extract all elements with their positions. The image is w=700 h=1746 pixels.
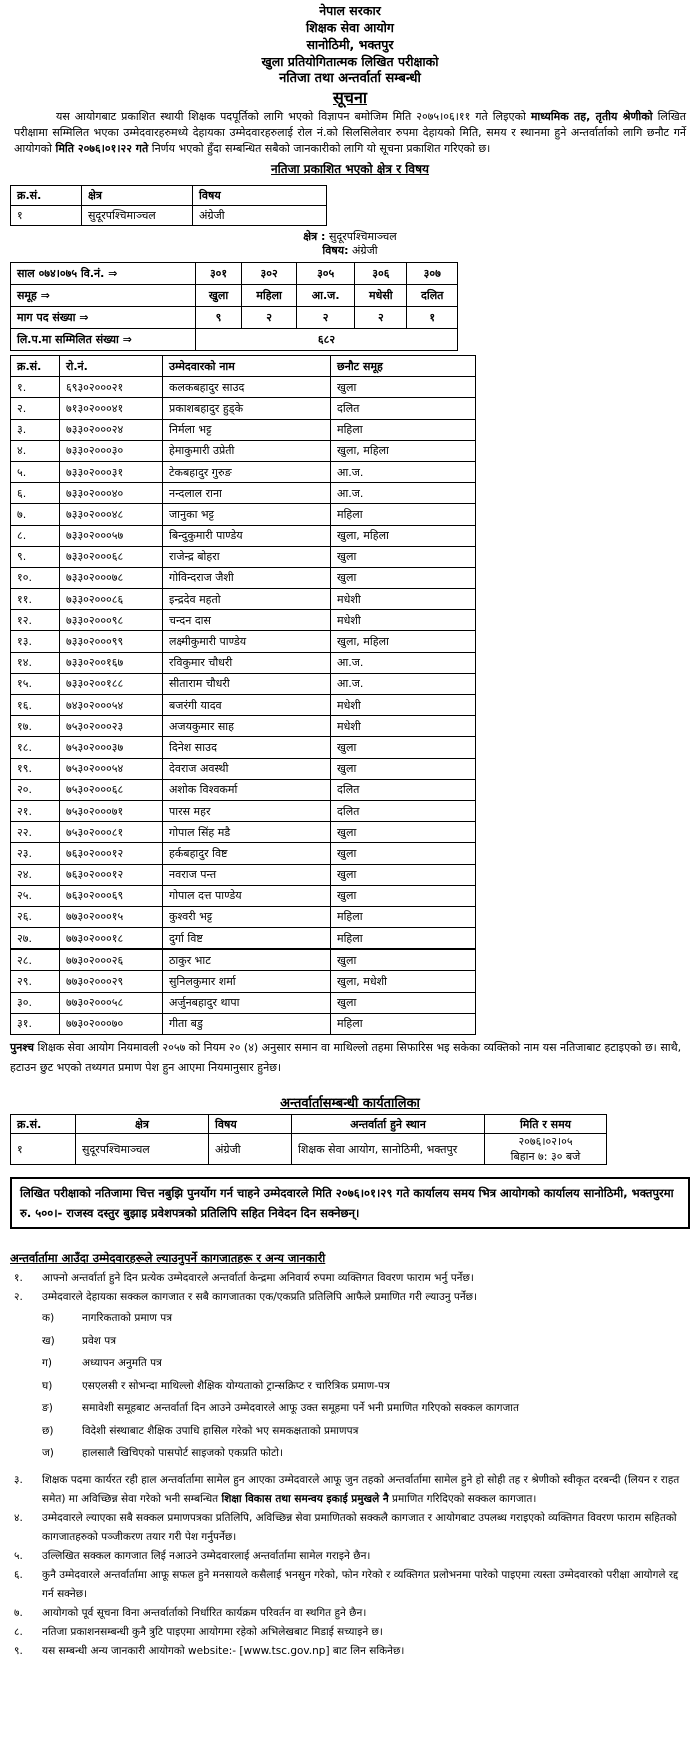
cell: २	[242, 307, 297, 329]
group-cell: आ.ज.	[331, 461, 476, 482]
item-text: उम्मेदवारले ल्याएका सबै सक्कल प्रमाणपत्रका प्रतिलिपि, अविच्छिन्न सेवा प्रमाणितको सक्कलै कागजात र आयोगबाट उपलब्ध गराइएको व्यक्तिगत विवरण फाराम सहितको कागजातहरुको पञ्जीकरण तयार गरी पेश गर्नुपर्नेछ।	[42, 1511, 677, 1543]
candidate-name-cell: लक्ष्मीकुमारी पाण्डेय	[163, 631, 331, 652]
cell: महिला	[242, 285, 297, 307]
roll-number-cell: ७३३०२०००९९	[60, 631, 163, 652]
col-header: क्र.सं.	[11, 186, 82, 206]
schedule-table	[10, 1114, 607, 1165]
group-cell: महिला	[331, 419, 476, 440]
item-number: घ)	[42, 1379, 53, 1392]
table-row	[11, 504, 476, 525]
candidate-name-cell: प्रकाशबहादुर हुड्के	[163, 398, 331, 419]
roll-number-cell: ७४३०२०००५४	[60, 695, 163, 716]
list-item	[10, 1471, 686, 1509]
candidate-name-cell: राजेन्द्र बोहरा	[163, 546, 331, 567]
table-row	[11, 567, 476, 588]
item-number: १.	[14, 1272, 23, 1284]
item-text	[42, 1471, 686, 1509]
col-header: क्र.सं.	[11, 356, 60, 377]
adv-number-row	[11, 263, 458, 285]
roll-number-cell: ७३३०२००१८८	[60, 673, 163, 694]
candidate-name-cell: कलकबहादुर साउद	[163, 377, 331, 398]
item-number: क)	[42, 1312, 55, 1324]
group-cell: खुला	[331, 885, 476, 906]
table-row	[11, 949, 476, 971]
candidate-name-cell: इन्द्रदेव महतो	[163, 589, 331, 610]
roll-number-cell: ७१३०२०००४१	[60, 398, 163, 419]
table-row	[11, 377, 476, 398]
roll-number-cell: ७७३०२०००१५	[60, 906, 163, 927]
cell: अंग्रेजी	[193, 206, 327, 226]
intro-bold-level: माध्यमिक तह, तृतीय श्रेणीको	[530, 110, 653, 123]
item-number: ग)	[42, 1357, 53, 1369]
serial-cell: ८.	[11, 525, 60, 546]
candidate-name-cell: नन्दलाल राना	[163, 483, 331, 504]
letterhead	[0, 0, 700, 87]
cell: ३०१	[196, 263, 242, 285]
area-label-value: सुदूरपश्चिमाञ्चल	[328, 230, 397, 243]
serial-cell: १५.	[11, 673, 60, 694]
item-number: ४.	[14, 1511, 23, 1524]
roll-number-cell: ७५३०२०००७१	[60, 800, 163, 821]
group-cell: आ.ज.	[331, 483, 476, 504]
sub-list-item	[42, 1307, 686, 1330]
group-cell: महिला	[331, 504, 476, 525]
table-row	[11, 928, 476, 950]
item-text: आयोगको पूर्व सूचना विना अन्तर्वार्ताको निर्धारित कार्यक्रम परिवर्तन वा स्थगित हुने छैन।	[42, 1606, 367, 1619]
roll-number-cell: ७३३०२०००३०	[60, 440, 163, 461]
item-number: ज)	[42, 1447, 54, 1459]
roll-number-cell: ७३३०२००१६७	[60, 652, 163, 673]
serial-cell: १८.	[11, 737, 60, 758]
item-number: ७.	[14, 1606, 23, 1619]
cell: १	[407, 307, 458, 329]
item-text: नतिजा प्रकाशनसम्बन्धी कुनै त्रुटि पाइएमा आयोगमा रहेको अभिलेखबाट मिडाई सच्याइने छ।	[42, 1625, 383, 1638]
item-text: उल्लिखित सक्कल कागजात लिई नआउने उम्मेदवारलाई अन्तर्वार्तामा सामेल गराइने छैन।	[42, 1549, 371, 1562]
table-row	[11, 779, 476, 800]
row-label: माग पद संख्या ⇒	[11, 307, 196, 329]
list-item	[10, 1288, 686, 1307]
cell: सुदूरपश्चिमाञ्चल	[82, 206, 193, 226]
cell: ३०७	[407, 263, 458, 285]
group-cell: मधेशी	[331, 589, 476, 610]
candidate-name-cell: हर्कबहादुर विष्ट	[163, 843, 331, 864]
group-cell: खुला, महिला	[331, 440, 476, 461]
sub-list-item	[42, 1352, 686, 1375]
group-cell: खुला	[331, 864, 476, 885]
item-text: समावेशी समूहबाट अन्तर्वार्ता दिन आउने उम्मेदवारले आफू उक्त समूहमा पर्ने भनी प्रमाणित गरिएको सक्कल कागजात	[82, 1402, 519, 1414]
serial-cell: ११.	[11, 589, 60, 610]
sub-list-item	[42, 1330, 686, 1353]
roll-number-cell: ७७३०२०००१८	[60, 928, 163, 950]
candidate-name-cell: कुश्वरी भट्ट	[163, 906, 331, 927]
list-item	[10, 1604, 686, 1623]
col-header: उम्मेदवारको नाम	[163, 356, 331, 377]
cell: शिक्षक सेवा आयोग, सानोठिमी, भक्तपुर	[292, 1134, 485, 1165]
item-text: एसएलसी र सोभन्दा माथिल्लो शैक्षिक योग्यताको ट्रान्सक्रिप्ट र चारित्रिक प्रमाण-पत्र	[82, 1379, 390, 1392]
serial-cell: २.	[11, 398, 60, 419]
cell: आ.ज.	[297, 285, 355, 307]
candidate-name-cell: पारस महर	[163, 800, 331, 821]
candidate-name-cell: अशोक विश्वकर्मा	[163, 779, 331, 800]
govt-name: नेपाल सरकार	[319, 3, 381, 18]
cell: अंग्रेजी	[209, 1134, 292, 1165]
intro-text-3: निर्णय भएको हुँदा सम्बन्धित सबैको जानकारीको लागि यो सूचना प्रकाशित गरिएको छ।	[148, 142, 491, 155]
serial-cell: २८.	[11, 949, 60, 971]
sub-list-item	[42, 1442, 686, 1465]
col-header: क्र.सं.	[11, 1115, 76, 1134]
candidate-name-cell: सीताराम चौधरी	[163, 673, 331, 694]
advertisement-table	[10, 262, 458, 351]
item-text: नागरिकताको प्रमाण पत्र	[82, 1312, 173, 1324]
serial-cell: ६.	[11, 483, 60, 504]
cell: २	[355, 307, 407, 329]
demand-row	[11, 307, 458, 329]
group-cell: दलित	[331, 779, 476, 800]
candidate-name-cell: बजरंगी यादव	[163, 695, 331, 716]
documents-heading: अन्तर्वार्तामा आउँदा उम्मेदवारहरूले ल्याउनुपर्ने कागजातहरू र अन्य जानकारी	[10, 1251, 326, 1265]
table-row	[11, 525, 476, 546]
interview-date: २०७६।०२।०५	[518, 1135, 573, 1148]
sub-list-item	[42, 1420, 686, 1443]
serial-cell: २४.	[11, 864, 60, 885]
table-row	[11, 652, 476, 673]
group-cell: खुला	[331, 546, 476, 567]
candidate-name-cell: रविकुमार चौधरी	[163, 652, 331, 673]
candidate-name-cell: अजयकुमार साह	[163, 716, 331, 737]
table-row	[11, 906, 476, 927]
group-cell: महिला	[331, 928, 476, 950]
candidate-name-cell: गोविन्दराज जैशी	[163, 567, 331, 588]
serial-cell: २३.	[11, 843, 60, 864]
group-cell: महिला	[331, 906, 476, 927]
roll-number-cell: ७७३०२०००२९	[60, 971, 163, 992]
item-number: ख)	[42, 1334, 55, 1347]
group-cell: दलित	[331, 398, 476, 419]
serial-cell: २७.	[11, 928, 60, 950]
col-header: विषय	[193, 186, 327, 206]
roll-number-cell: ७६३०२०००६९	[60, 885, 163, 906]
cell: ३०६	[355, 263, 407, 285]
item3-bold: शिक्षा विकास तथा समन्वय इकाई प्रमुखले नै	[221, 1492, 389, 1505]
candidate-name-cell: गीता बडु	[163, 1013, 331, 1034]
serial-cell: ४.	[11, 440, 60, 461]
serial-cell: ७.	[11, 504, 60, 525]
item3-text-c: प्रमाणित गरिदिएको सक्कल कागजात।	[388, 1492, 537, 1505]
serial-cell: २५.	[11, 885, 60, 906]
item-number: २.	[14, 1291, 23, 1303]
table-row	[11, 440, 476, 461]
area-label-key: क्षेत्र :	[303, 230, 326, 243]
notice-subject: नतिजा तथा अन्तर्वार्ता सम्बन्धी	[279, 71, 421, 86]
candidate-name-cell: टेकबहादुर गुरुङ	[163, 461, 331, 482]
table-row	[11, 398, 476, 419]
item-text: प्रवेश पत्र	[82, 1334, 117, 1347]
table-row	[11, 716, 476, 737]
roll-number-cell: ७५३०२०००८१	[60, 822, 163, 843]
item3-text-a: शिक्षक पदमा कार्यरत रही हाल अन्तर्वार्तामा सामेल हुन आएका उम्मेदवारले आफू जुन तहको अन्तर्वार्तामा सामेल हुने हो सोही तह र श्रेणीको स्वीकृत दरबन्दी (लियन र राहत समेत) मा अविच्छिन्न सेवा गरेको भनी सम्बन्धित	[42, 1473, 680, 1505]
table-row	[11, 1013, 476, 1034]
serial-cell: १३.	[11, 631, 60, 652]
table-row	[11, 992, 476, 1013]
group-cell: खुला, महिला	[331, 525, 476, 546]
intro-text-2: लिखित परीक्षामा सम्मिलित भएका उम्मेदवारहरुमध्ये देहायका उम्मेदवारहरुलाई रोल नं.को सिलसिलेवार रुपमा देहायको मिति, समय र स्थानमा हुने अन्तर्वार्ताको लागि छनौट गर्ने आयोगको	[14, 110, 686, 155]
required-documents-sublist	[42, 1307, 686, 1465]
item-text: यस सम्बन्धी अन्य जानकारी आयोगको website:- [www.tsc.gov.np] बाट लिन सकिनेछ।	[42, 1644, 405, 1657]
list-item	[10, 1623, 686, 1642]
list-item	[10, 1547, 686, 1566]
table-row	[11, 971, 476, 992]
item-number: छ)	[42, 1424, 54, 1437]
result-subject-heading: नतिजा प्रकाशित भएको क्षेत्र र विषय	[271, 162, 429, 176]
item-text: अध्यापन अनुमति पत्र	[82, 1357, 162, 1369]
list-item	[10, 1509, 686, 1547]
col-header: क्षेत्र	[82, 186, 193, 206]
cell: २	[297, 307, 355, 329]
col-header: क्षेत्र	[76, 1115, 209, 1134]
cell: ९	[196, 307, 242, 329]
group-cell: खुला	[331, 992, 476, 1013]
col-header: विषय	[209, 1115, 292, 1134]
group-cell: खुला	[331, 567, 476, 588]
candidate-name-cell: हेमाकुमारी उप्रेती	[163, 440, 331, 461]
postscript-label: पुनश्च	[10, 1041, 35, 1054]
candidate-name-cell: चन्दन दास	[163, 610, 331, 631]
intro-text-1: यस आयोगबाट प्रकाशित स्थायी शिक्षक पदपूर्तिको लागि भएको विज्ञापन बमोजिम मिति २०७५।०६।११ गते लिइएको	[56, 110, 531, 123]
intro-bold-date: मिति २०७६।०१।२२ गते	[55, 142, 149, 155]
item-number: ङ)	[42, 1402, 53, 1414]
list-item	[10, 1566, 686, 1604]
list-item	[10, 1642, 686, 1661]
group-row	[11, 285, 458, 307]
table-row	[11, 695, 476, 716]
roll-number-cell: ७५३०२०००६८	[60, 779, 163, 800]
group-cell: खुला	[331, 822, 476, 843]
roll-number-cell: ७५३०२०००५४	[60, 758, 163, 779]
candidate-name-cell: दुर्गा विष्ट	[163, 928, 331, 950]
serial-cell: १४.	[11, 652, 60, 673]
candidate-name-cell: अर्जुनबहादुर थापा	[163, 992, 331, 1013]
table-row	[11, 631, 476, 652]
item-text: आफ्नो अन्तर्वार्ता हुने दिन प्रत्येक उम्मेदवारले अन्तर्वार्ता केन्द्रमा अनिवार्य रुपमा व्यक्तिगत विवरण फाराम भर्नु पर्नेछ।	[42, 1272, 474, 1284]
roll-number-cell: ७३३०२०००२४	[60, 419, 163, 440]
table-row	[11, 800, 476, 821]
table-header-row	[11, 356, 476, 377]
serial-cell: १९.	[11, 758, 60, 779]
subject-label-key: विषय:	[322, 244, 349, 257]
area-label	[0, 230, 700, 258]
postscript	[10, 1038, 686, 1078]
exam-type: खुला प्रतियोगितात्मक लिखित परीक्षाको	[261, 54, 439, 69]
exam-count-row	[11, 329, 458, 351]
group-cell: खुला	[331, 758, 476, 779]
group-cell: मधेशी	[331, 695, 476, 716]
roll-number-cell: ७६३०२०००१२	[60, 843, 163, 864]
candidate-name-cell: निर्मला भट्ट	[163, 419, 331, 440]
table-row	[11, 461, 476, 482]
group-cell: मधेशी	[331, 716, 476, 737]
serial-cell: १.	[11, 377, 60, 398]
office-address: सानोठिमी, भक्तपुर	[306, 37, 394, 52]
roll-number-cell: ७३३०२०००४८	[60, 504, 163, 525]
item-number: ९.	[14, 1644, 23, 1657]
list-item	[10, 1269, 686, 1288]
roll-number-cell: ७३३०२०००९८	[60, 610, 163, 631]
roll-number-cell: ७३३०२०००३१	[60, 461, 163, 482]
cell	[485, 1134, 607, 1165]
cell: दलित	[407, 285, 458, 307]
table-row	[11, 419, 476, 440]
cell: सुदूरपश्चिमाञ्चल	[76, 1134, 209, 1165]
serial-cell: २९.	[11, 971, 60, 992]
group-cell: खुला, मधेशी	[331, 971, 476, 992]
table-row	[11, 589, 476, 610]
roll-number-cell: ७३३०२०००७८	[60, 567, 163, 588]
table-row	[11, 758, 476, 779]
group-cell: मधेशी	[331, 610, 476, 631]
roll-number-cell: ७६३०२०००१२	[60, 864, 163, 885]
table-header-row	[11, 1115, 607, 1134]
group-cell: महिला	[331, 1013, 476, 1034]
group-cell: आ.ज.	[331, 652, 476, 673]
serial-cell: १२.	[11, 610, 60, 631]
candidate-name-cell: बिन्दुकुमारी पाण्डेय	[163, 525, 331, 546]
serial-cell: ३०.	[11, 992, 60, 1013]
roll-number-cell: ७३३०२०००८६	[60, 589, 163, 610]
serial-cell: ५.	[11, 461, 60, 482]
table-row	[11, 483, 476, 504]
serial-cell: १६.	[11, 695, 60, 716]
postscript-text: शिक्षक सेवा आयोग नियमावली २०५७ को नियम २० (४) अनुसार समान वा माथिल्लो तहमा सिफारिस भइ सकेका व्यक्तिको नाम यस नतिजाबाट हटाइएको छ। साथै, हटाउन छुट भएको तथ्यगत प्रमाण पेश हुन आएमा नियमानुसार हुनेछ।	[10, 1041, 682, 1074]
cell: १	[11, 1134, 76, 1165]
group-cell: दलित	[331, 800, 476, 821]
row-label: समूह ⇒	[11, 285, 196, 307]
serial-cell: २२.	[11, 822, 60, 843]
group-cell: खुला, महिला	[331, 631, 476, 652]
table-row	[11, 1134, 607, 1165]
cell: ३०२	[242, 263, 297, 285]
intro-paragraph	[14, 109, 686, 157]
cell: १	[11, 206, 82, 226]
interview-time: बिहान ७: ३० बजे	[510, 1150, 581, 1163]
documents-list	[10, 1269, 686, 1661]
col-header: मिति र समय	[485, 1115, 607, 1134]
item-number: ८.	[14, 1625, 23, 1638]
roll-number-cell: ६९३०२०००२१	[60, 377, 163, 398]
cell: खुला	[196, 285, 242, 307]
table-row	[11, 737, 476, 758]
serial-cell: ३१.	[11, 1013, 60, 1034]
item-number: ५.	[14, 1549, 23, 1562]
serial-cell: २०.	[11, 779, 60, 800]
group-cell: खुला	[331, 377, 476, 398]
serial-cell: ९.	[11, 546, 60, 567]
candidate-name-cell: नवराज पन्त	[163, 864, 331, 885]
col-header: अन्तर्वार्ता हुने स्थान	[292, 1115, 485, 1134]
table-row	[11, 843, 476, 864]
candidate-name-cell: जानुका भट्ट	[163, 504, 331, 525]
item-number: ३.	[14, 1473, 23, 1486]
table-row	[11, 864, 476, 885]
candidate-name-cell: दिनेश साउद	[163, 737, 331, 758]
notice-title: सूचना	[332, 88, 367, 107]
serial-cell: १७.	[11, 716, 60, 737]
subject-label-value: अंग्रेजी	[351, 244, 378, 257]
roll-number-cell: ७५३०२०००३७	[60, 737, 163, 758]
candidate-name-cell: सुनिलकुमार शर्मा	[163, 971, 331, 992]
row-label: लि.प.मा सम्मिलित संख्या ⇒	[11, 329, 196, 351]
area-subject-table	[10, 185, 327, 226]
candidate-name-cell: ठाकुर भाट	[163, 949, 331, 971]
roll-number-cell: ७७३०२०००७०	[60, 1013, 163, 1034]
group-cell: खुला	[331, 949, 476, 971]
roll-number-cell: ७३३०२०००६८	[60, 546, 163, 567]
candidate-name-cell: गोपाल दत्त पाण्डेय	[163, 885, 331, 906]
table-row	[11, 885, 476, 906]
cell: ३०५	[297, 263, 355, 285]
sub-list-item	[42, 1397, 686, 1420]
candidate-table	[10, 355, 476, 1035]
commission-name: शिक्षक सेवा आयोग	[306, 20, 394, 35]
remaining-items	[10, 1509, 686, 1661]
roll-number-cell: ७३३०२०००४०	[60, 483, 163, 504]
table-row	[11, 546, 476, 567]
roll-number-cell: ७७३०२०००२६	[60, 949, 163, 971]
sub-list-item	[42, 1375, 686, 1398]
serial-cell: २१.	[11, 800, 60, 821]
recheck-notice: लिखित परीक्षाको नतिजामा चित्त नबुझि पुनर्योग गर्न चाहने उम्मेदवारले मिति २०७६।०१।२९ गते कार्यालय समय भित्र आयोगको कार्यालय सानोठिमी, भक्तपुरमा रु. ५००।- राजस्व दस्तुर बुझाइ प्रवेशपत्रको प्रतिलिपि सहित निवेदन दिन सक्नेछन्।	[10, 1177, 690, 1229]
table-row	[11, 822, 476, 843]
schedule-title: अन्तर्वार्तासम्बन्धी कार्यतालिका	[280, 1096, 420, 1111]
serial-cell: ३.	[11, 419, 60, 440]
candidate-name-cell: देवराज अवस्थी	[163, 758, 331, 779]
roll-number-cell: ७३३०२०००५७	[60, 525, 163, 546]
item-number: ६.	[14, 1568, 23, 1581]
item-text: उम्मेदवारले देहायका सक्कल कागजात र सबै कागजातका एक/एकप्रति प्रतिलिपि आफैले प्रमाणित गरी ल्याउनु पर्नेछ।	[42, 1291, 478, 1303]
group-cell: आ.ज.	[331, 673, 476, 694]
serial-cell: २६.	[11, 906, 60, 927]
item-text: विदेशी संस्थाबाट शैक्षिक उपाधि हासिल गरेको भए समकक्षताको प्रमाणपत्र	[82, 1424, 359, 1437]
table-row	[11, 610, 476, 631]
col-header: छनौट समूह	[331, 356, 476, 377]
cell: मधेसी	[355, 285, 407, 307]
cell: ६८२	[196, 329, 458, 351]
table-row	[11, 673, 476, 694]
roll-number-cell: ७७३०२०००५८	[60, 992, 163, 1013]
row-label: साल ०७४।०७५ वि.नं. ⇒	[11, 263, 196, 285]
table-header-row	[11, 186, 327, 206]
group-cell: खुला	[331, 737, 476, 758]
table-row	[11, 206, 327, 226]
item-text: हालसालै खिचिएको पासपोर्ट साइजको एकप्रति फोटो।	[82, 1447, 283, 1459]
candidate-name-cell: गोपाल सिंह मडै	[163, 822, 331, 843]
item-text: कुनै उम्मेदवारले अन्तर्वार्तामा आफू सफल हुने मनसायले कसैलाई भनसुन गरेको, फोन गरेको र व्यक्तिगत प्रलोभनमा पारेको पाइएमा त्यस्ता उम्मेदवारको परीक्षा आयोगले रद्द गर्न सक्नेछ।	[42, 1568, 679, 1600]
roll-number-cell: ७५३०२०००२३	[60, 716, 163, 737]
serial-cell: १०.	[11, 567, 60, 588]
col-header: रो.नं.	[60, 356, 163, 377]
group-cell: खुला	[331, 843, 476, 864]
